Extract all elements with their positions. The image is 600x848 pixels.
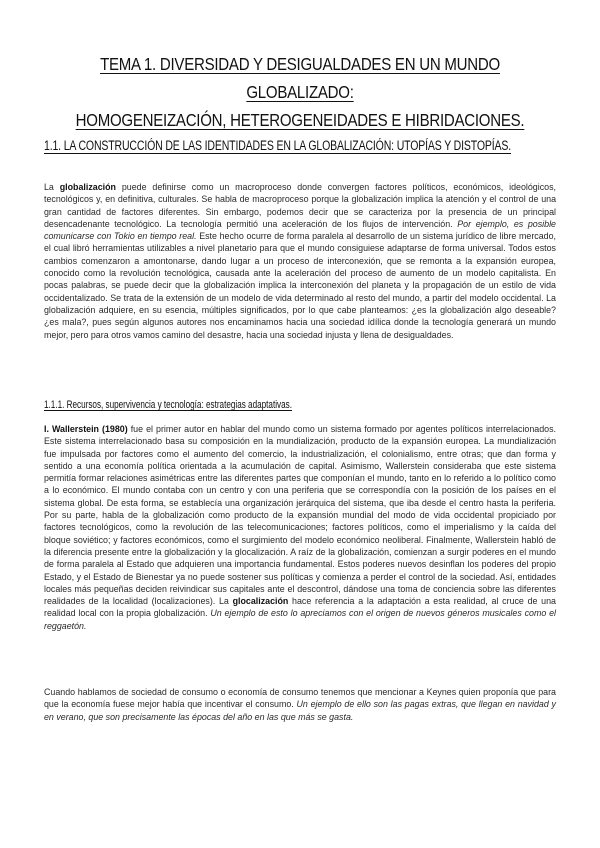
- text-run: puede definirse como un macroproceso donde convergen factores políticos, económicos, ideológicos, tecnológicos y, en definitiva, culturales. Se habla de macroproceso porque la globalización implica la atención y el control de una gran cantidad de factores diferentes. Sin embargo, podemos decir que se caracteriza por la presencia de un principal desencadenante tecnológico. La tecnología permitió una aceleración de los flujos de intervención.: [44, 182, 556, 229]
- text-run: Cuando hablamos de sociedad de consumo o economía de consumo tenemos que mencionar a Keynes quien proponía que para que la economía fuese mejor había que incentivar el consumo.: [44, 687, 556, 710]
- text-run: Este hecho ocurre de forma paralela al desarrollo de un sistema jurídico de libre mercado, el cual libró herramientas utilizables a nivel planetario para que el mundo consiguiese adaptarse de forma universal. Todos estos cambios comenzaron a amontonarse, dando lugar a un proceso de interconexión, que se remonta a la expansión europea, conocido como la revolución tecnológica, causada ante la aceleración del proceso de aumento de un modelo capitalista. En pocas palabras, se puede decir que la globalización implica la interconexión del planeta y la propagación de un estilo de vida occidentalizado. Se trata de la extensión de un modelo de vida determinado al resto del mundo, a partir del modelo occidental. La globalización adquiere, en su esencia, múltiples significados, por lo que cabe planteamos: ¿es la globalización algo deseable? ¿es mala?, pues según algunos autores nos encaminamos hacia una sociedad idílica donde la tecnología generará un mundo mejor, pero para otros vamos camino del desastre, hacia una sociedad injusta y llena de desigualdades.: [44, 231, 556, 340]
- section-heading: 1.1. LA CONSTRUCCIÓN DE LAS IDENTIDADES EN LA GLOBALIZACIÓN: UTOPÍAS Y DISTOPÍAS.: [44, 138, 512, 153]
- paragraph-globalizacion: [44, 181, 556, 341]
- title-line-2: HOMOGENEIZACIÓN, HETEROGENEIDADES E HIBRIDACIONES.: [75, 110, 525, 130]
- text-run: La: [44, 182, 60, 192]
- italic-example: Un ejemplo de esto lo apreciamos con el origen de nuevos géneros musicales como el reggaetón.: [44, 608, 557, 631]
- text-run: hace referencia a la adaptación a esta realidad, al cruce de una realidad local con la propia globalización.: [44, 596, 556, 619]
- bold-term: globalización: [59, 182, 116, 192]
- subsection-heading: 1.1.1. Recursos, supervivencia y tecnología: estrategias adaptativas.: [44, 399, 292, 411]
- document-title: [68, 50, 532, 134]
- paragraph-keynes: [44, 686, 556, 723]
- italic-example: Por ejemplo, es posible comunicarse con Tokio en tiempo real.: [44, 218, 556, 242]
- bold-term: glocalización: [232, 596, 289, 607]
- paragraph-wallerstein: [44, 423, 556, 632]
- text-run: fue el primer autor en hablar del mundo como un sistema formado por agentes políticos interrelacionados. Este sistema interrelacionado basa su composición en la mundialización, producto de la expansión europea. La mundialización fue impulsada por factores como el aumento del comercio, la industrialización, el colonialismo, entre otras; que dan forma y sentido a una economía política orientada a la acumulación de capital. Asimismo, Wallerstein consideraba que este sistema permitía formar relaciones asimétricas entre las diferentes partes que componían el mundo, tanto en lo referido a lo político como a lo económico. El mundo contaba con un centro y con una periferia que se correspondía con la posición de los países en el sistema global. De esta forma, se establecía una organización jerárquica del sistema, que iba desde el centro hasta la periferia. Por su parte, habla de la globalización como producto de la expansión mundial del modo de vida occidental propiciado por factores tecnológicos, como la revolución de las telecomunicaciones; factores políticos, como el imperialismo y la caída del bloque soviético; y factores económicos, como el surgimiento del modelo económico neoliberal. Finalmente, Wallerstein habló de la diferencia presente entre la globalización y la glocalización. A raíz de la globalización, comienzan a surgir poderes en el mundo de forma paralela al Estado que adquieren una importancia fundamental. Estos poderes nuevos desinflan los poderes del propio Estado, y el Estado de Bienestar ya no puede sostener sus políticas y comienza a perder el control de la sociedad. Así, entidades locales más pequeñas deciden reivindicar sus capitales ante el descontrol, dándose una toma de conciencia sobre las diferentes realidades de la localidad (localizaciones). La: [44, 424, 556, 607]
- title-line-1: TEMA 1. DIVERSIDAD Y DESIGUALDADES EN UN MUNDO GLOBALIZADO:: [100, 54, 500, 102]
- bold-author: I. Wallerstein (1980): [44, 424, 128, 434]
- italic-example: Un ejemplo de ello son las pagas extras, que llegan en navidad y en verano, que son precisamente las épocas del año en las que más se gasta.: [44, 699, 556, 722]
